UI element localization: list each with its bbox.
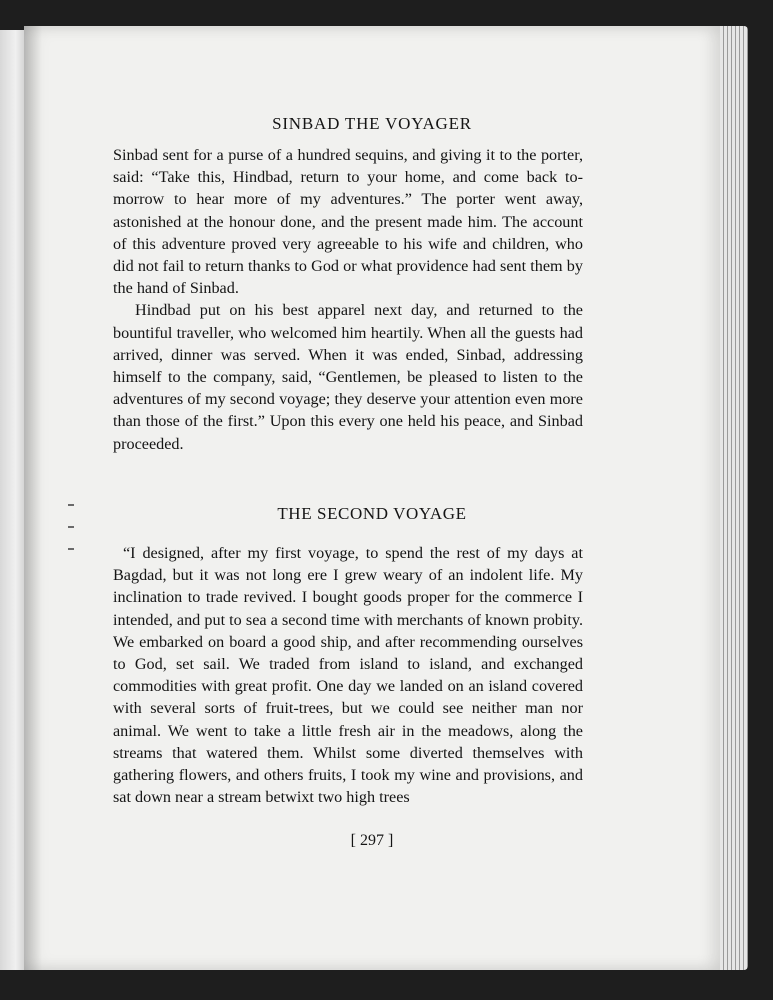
text-block-intro xyxy=(113,144,583,455)
text-block-second-voyage xyxy=(113,542,583,808)
page-number: [ 297 ] xyxy=(350,832,394,849)
margin-mark xyxy=(68,548,74,550)
gutter-shadow xyxy=(24,26,42,970)
facing-page-edge xyxy=(0,30,26,970)
running-head: SINBAD THE VOYAGER xyxy=(272,114,472,133)
margin-mark xyxy=(68,504,74,506)
paragraph: “I designed, after my first voyage, to spend the rest of my days at Bagdad, but it was not long ere I grew weary of an indolent life. My inclination to trade revived. I bought goods proper for the commerce I intended, and put to sea a second time with merchants of known probity. We embarked on board a good ship, and after recommending ourselves to God, set sail. We traded from island to island, and exchanged commodities with great profit. One day we landed on an island covered with several sorts of fruit-trees, but we could see neither man nor animal. We went to take a little fresh air in the meadows, along the streams that watered them. Whilst some diverted themselves with gathering flowers, and others fruits, I took my wine and provisions, and sat down near a stream betwixt two high trees xyxy=(113,544,583,807)
margin-mark xyxy=(68,526,74,528)
paragraph: Hindbad put on his best apparel next day, and returned to the bountiful traveller, who welcomed him heartily. When all the guests had arrived, dinner was served. When it was ended, Sinbad, addressing himself to the company, said, “Gentlemen, be pleased to listen to the adventures of my second voyage; they deserve your attention even more than those of the first.” Upon this every one held his peace, and Sinbad proceeded. xyxy=(113,301,583,453)
book-page xyxy=(24,26,720,970)
paragraph: Sinbad sent for a purse of a hundred sequins, and giving it to the porter, said: “Take this, Hindbad, return to your home, and come back to-morrow to hear more of my adventures.” The porter went away, astonished at the honour done, and the present made him. The account of this adventure proved very agreeable to his wife and children, who did not fail to return thanks to God or what providence had sent them by the hand of Sinbad. xyxy=(113,146,583,298)
section-title: THE SECOND VOYAGE xyxy=(277,504,467,523)
